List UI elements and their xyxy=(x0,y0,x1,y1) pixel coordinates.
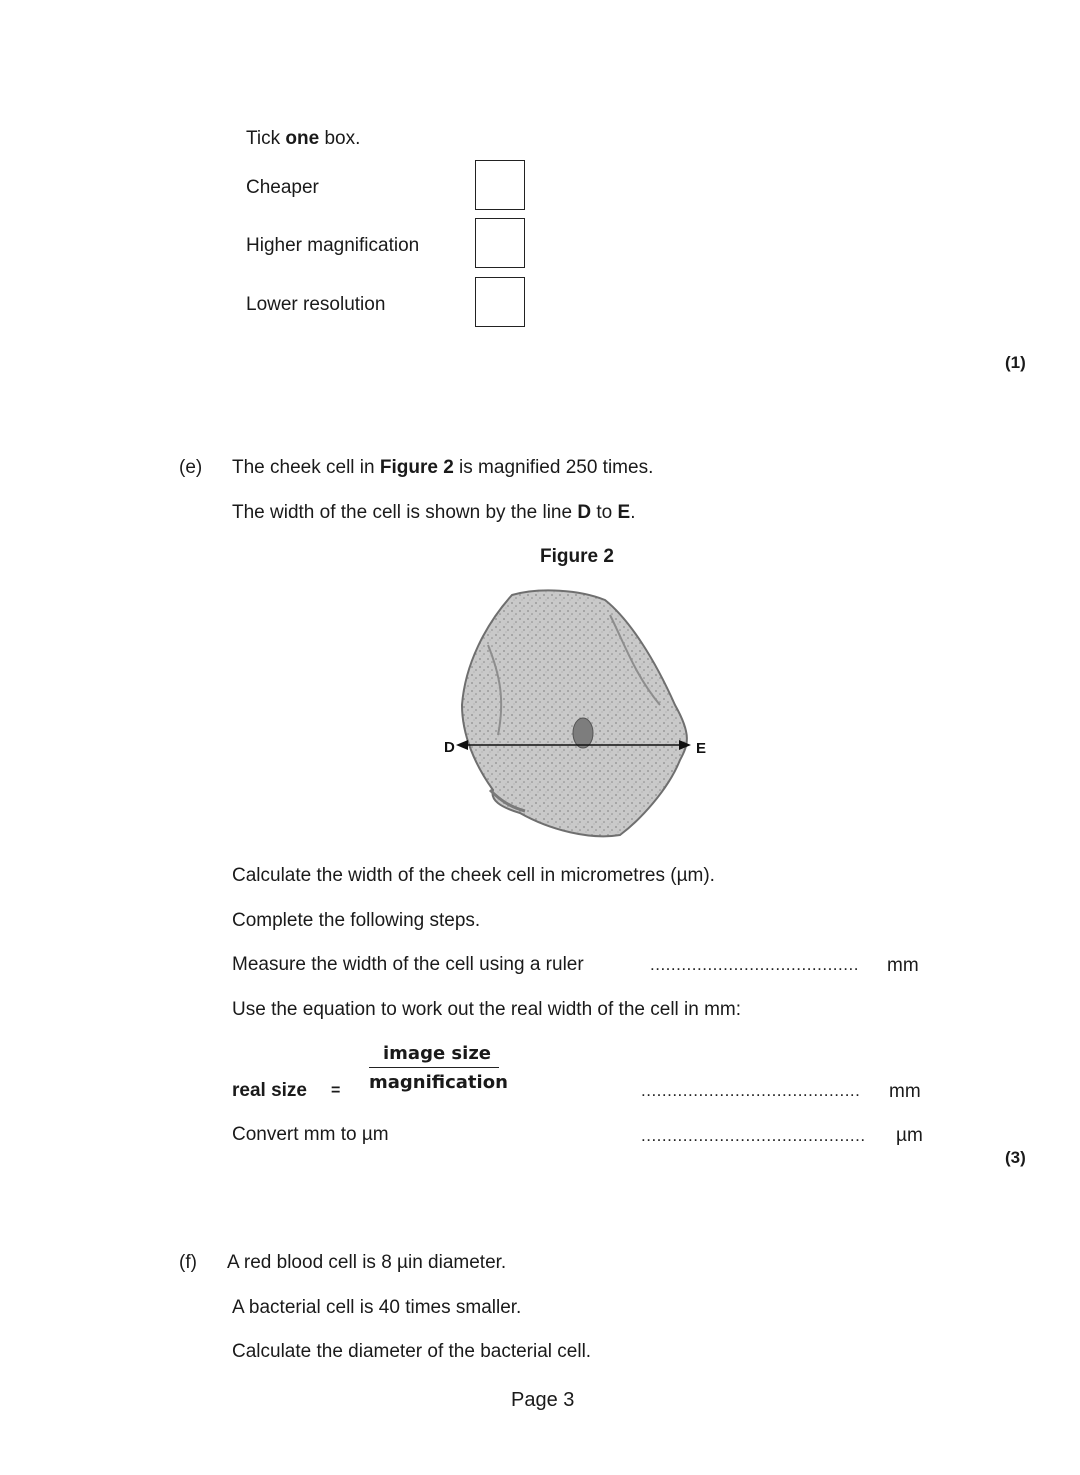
figure-title: Figure 2 xyxy=(540,546,614,567)
convert-step: Convert mm to µm xyxy=(232,1124,389,1145)
option-label-cheaper: Cheaper xyxy=(246,177,319,198)
checkbox-cheaper[interactable] xyxy=(475,160,525,210)
cheek-cell-figure xyxy=(430,585,730,845)
arrowhead-d xyxy=(456,740,468,750)
page-number: Page 3 xyxy=(511,1389,575,1411)
marks-part-d: (1) xyxy=(1005,353,1026,372)
option-label-lower-resolution: Lower resolution xyxy=(246,294,386,315)
fraction-denominator: magnification xyxy=(369,1072,508,1093)
part-e-label: (e) xyxy=(179,457,203,478)
real-size-answer-line[interactable]: .......................................... xyxy=(641,1081,861,1100)
option-label-higher-magnification: Higher magnification xyxy=(246,235,420,256)
convert-unit: µm xyxy=(896,1125,923,1146)
checkbox-higher-magnification[interactable] xyxy=(475,218,525,268)
steps-instruction: Complete the following steps. xyxy=(232,910,481,931)
part-f-line1: A red blood cell is 8 µin diameter. xyxy=(227,1252,507,1273)
measure-step: Measure the width of the cell using a ruler xyxy=(232,954,584,975)
part-e-line2: The width of the cell is shown by the line D to E. xyxy=(232,502,636,523)
part-f-line3: Calculate the diameter of the bacterial cell. xyxy=(232,1341,592,1362)
cell-nucleus xyxy=(573,718,593,748)
cell-membrane xyxy=(462,590,687,836)
checkbox-lower-resolution[interactable] xyxy=(475,277,525,327)
fraction-numerator: image size xyxy=(383,1043,491,1064)
calc-instruction: Calculate the width of the cheek cell in micrometres (µm). xyxy=(232,865,715,886)
tick-instruction: Tick one box. xyxy=(246,128,361,149)
marks-part-e: (3) xyxy=(1005,1148,1026,1167)
real-size-label: real size xyxy=(232,1080,307,1101)
equals-sign: = xyxy=(331,1082,341,1099)
part-e-line1: The cheek cell in Figure 2 is magnified 250 times. xyxy=(232,457,654,478)
measure-answer-line[interactable]: ........................................ xyxy=(650,955,859,974)
part-f-label: (f) xyxy=(179,1252,197,1273)
figure-label-e: E xyxy=(696,740,707,757)
real-size-unit: mm xyxy=(889,1081,921,1102)
equation-instruction: Use the equation to work out the real width of the cell in mm: xyxy=(232,999,742,1020)
fraction-line xyxy=(369,1067,499,1068)
part-f-line2: A bacterial cell is 40 times smaller. xyxy=(232,1297,522,1318)
measure-unit: mm xyxy=(887,955,919,976)
convert-answer-line[interactable]: ........................................... xyxy=(641,1126,866,1145)
figure-label-d: D xyxy=(444,739,455,756)
